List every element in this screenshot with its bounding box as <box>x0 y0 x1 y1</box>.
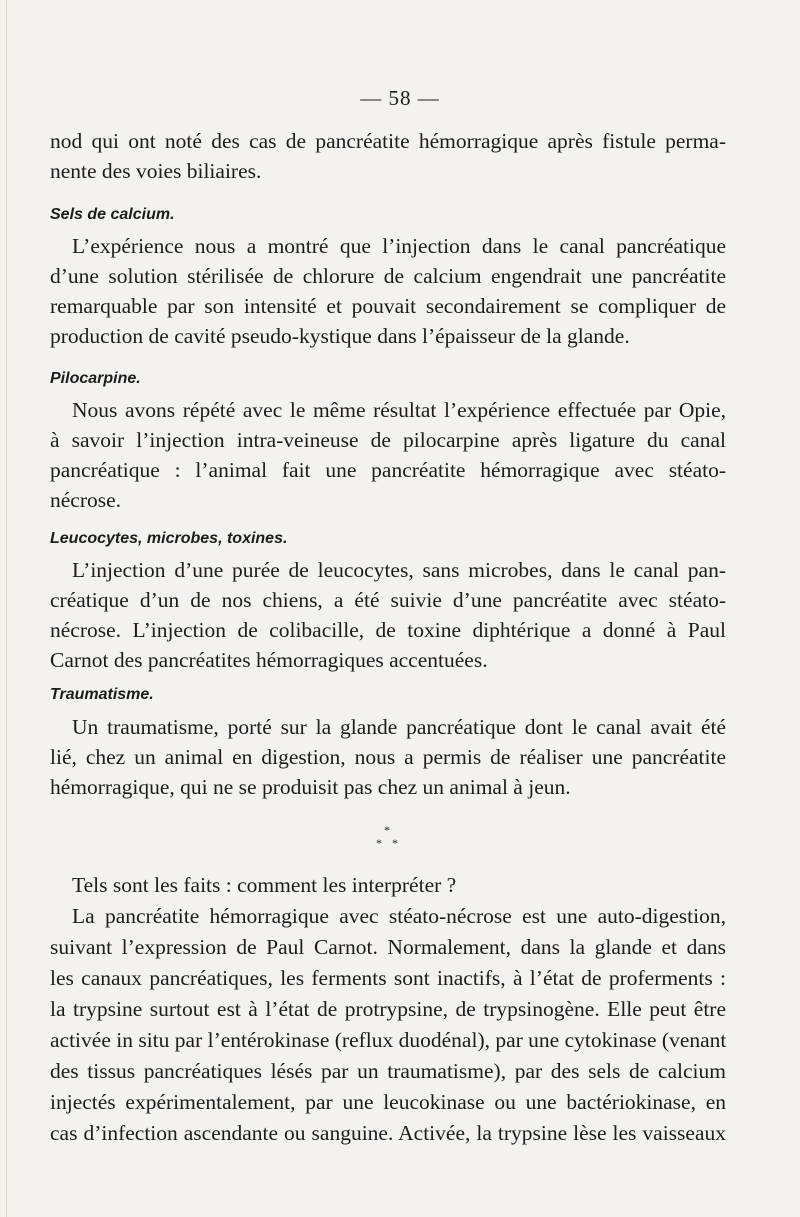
page-number: — 58 — <box>360 86 440 110</box>
text-line: lié, chez un animal en digestion, nous a permis de réaliser une pancréatite <box>50 745 726 769</box>
text-line: remarquable par son intensité et pouvait secondairement se compliquer de <box>50 294 726 318</box>
text-line: cas d’infection ascendante ou sanguine. Activée, la trypsine lèse les vaisseaux <box>50 1121 726 1145</box>
asterisk: * <box>392 836 398 850</box>
text-line: Tels sont les faits : comment les interpréter ? <box>72 873 457 897</box>
text-line: Nous avons répété avec le même résultat l’expérience effectuée par Opie, <box>72 398 726 422</box>
section-heading-calcium: Sels de calcium. <box>50 206 175 223</box>
text-line: L’expérience nous a montré que l’injection dans le canal pancréatique <box>72 234 726 258</box>
text-line: L’injection d’une purée de leucocytes, sans microbes, dans le canal pan- <box>72 558 726 582</box>
page-edge-rule <box>6 0 7 1217</box>
text-line: pancréatique : l’animal fait une pancréatite hémorragique avec stéato- <box>50 458 726 482</box>
text-line: la trypsine surtout est à l’état de protrypsine, de trypsinogène. Elle peut être <box>50 997 726 1021</box>
text-line: d’une solution stérilisée de chlorure de calcium engendrait une pancréatite <box>50 264 726 288</box>
text-line: à savoir l’injection intra-veineuse de pilocarpine après ligature du canal <box>50 428 726 452</box>
text-line: suivant l’expression de Paul Carnot. Normalement, dans la glande et dans <box>50 935 726 959</box>
section-heading-leucocytes: Leucocytes, microbes, toxines. <box>50 530 288 547</box>
text-line: nécrose. <box>50 488 122 512</box>
text-line: activée in situ par l’entérokinase (reflux duodénal), par une cytokinase (venant <box>50 1028 727 1052</box>
text-line: Un traumatisme, porté sur la glande pancréatique dont le canal avait été <box>72 715 726 739</box>
text-line: Carnot des pancréatites hémorragiques accentuées. <box>50 648 488 672</box>
text-line: créatique d’un de nos chiens, a été suivie d’une pancréatite avec stéato- <box>50 588 726 612</box>
text-line: nod qui ont noté des cas de pancréatite hémorragique après fistule perma- <box>50 129 726 153</box>
text-line: injectés expérimentalement, par une leucokinase ou une bactériokinase, en <box>50 1090 726 1114</box>
text-line: production de cavité pseudo-kystique dans l’épaisseur de la glande. <box>50 324 630 348</box>
text-line: nente des voies biliaires. <box>50 159 262 183</box>
text-line: les canaux pancréatiques, les ferments sont inactifs, à l’état de proferments : <box>50 966 726 990</box>
asterisk: * <box>384 823 390 837</box>
section-heading-traumatisme: Traumatisme. <box>50 686 154 703</box>
text-line: des tissus pancréatiques lésés par un traumatisme), par des sels de calcium <box>50 1059 726 1083</box>
text-line: nécrose. L’injection de colibacille, de toxine diphtérique a donné à Paul <box>50 618 726 642</box>
text-line: La pancréatite hémorragique avec stéato-nécrose est une auto-digestion, <box>72 904 726 928</box>
section-heading-pilocarpine: Pilocarpine. <box>50 370 141 387</box>
asterism-separator <box>372 824 408 852</box>
text-line: hémorragique, qui ne se produisit pas chez un animal à jeun. <box>50 775 571 799</box>
asterisk: * <box>376 836 382 850</box>
